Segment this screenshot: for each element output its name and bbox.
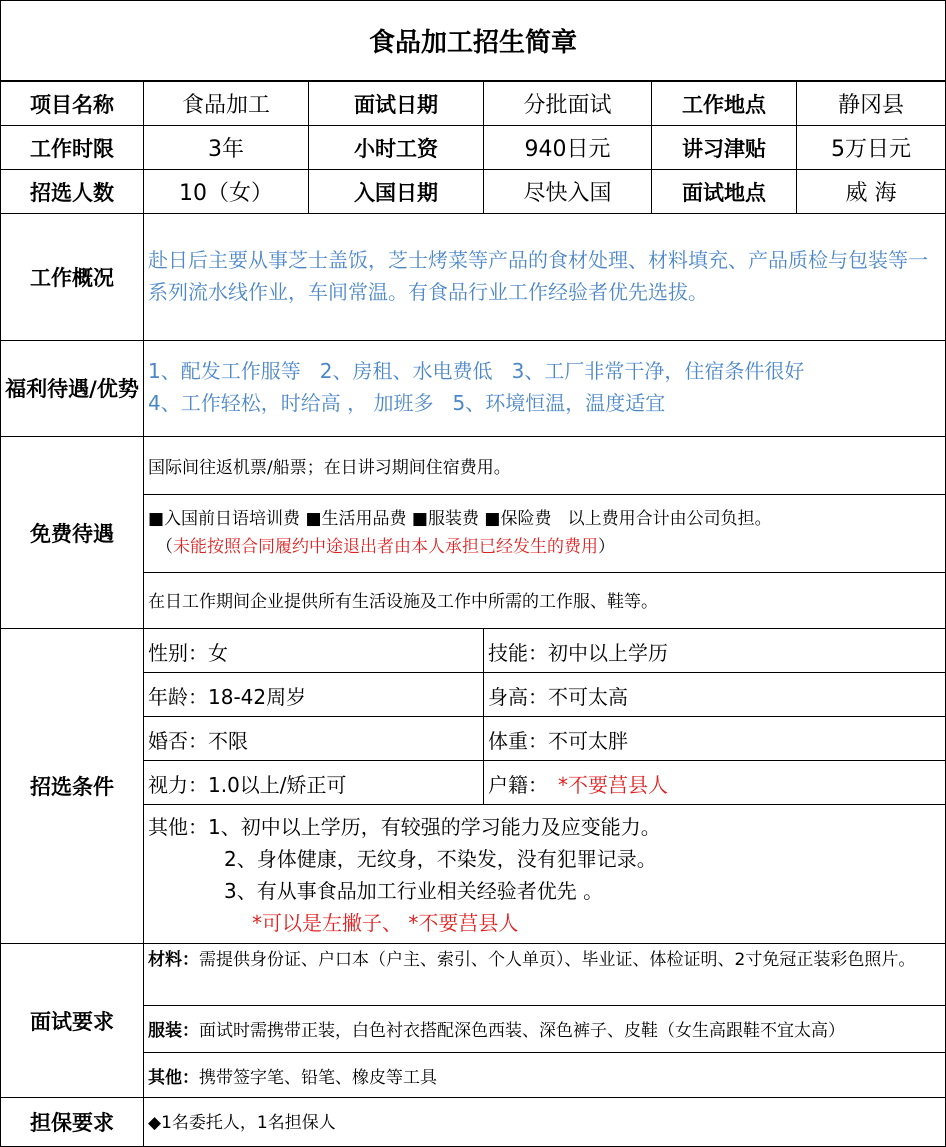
condition-hukou [484, 761, 946, 805]
work-location-label: 工作地点 [652, 82, 797, 126]
condition-other-line-4: *可以是左撇子、 *不要莒县人 [252, 911, 519, 935]
work-location-value: 静冈县 [797, 82, 946, 126]
free-row-1 [144, 437, 946, 495]
condition-gender-text: 性别：女 [148, 641, 228, 665]
condition-age [144, 673, 484, 717]
condition-hukou-value: *不要莒县人 [558, 773, 668, 797]
interview-location-value: 威 海 [797, 170, 946, 214]
condition-marital-text: 婚否：不限 [148, 729, 248, 753]
condition-weight [484, 717, 946, 761]
condition-skill [484, 629, 946, 673]
condition-vision-text: 视力：1.0以上/矫正可 [148, 773, 347, 797]
condition-hukou-label: 户籍： [488, 773, 548, 797]
interview-attire-text [148, 1016, 941, 1041]
interview-materials-text [148, 946, 941, 974]
interview-materials-value: 需提供身份证、户口本（户主、索引、个人单页）、毕业证、体检证明、2寸免冠正装彩色照片。 [199, 950, 916, 970]
page-title: 食品加工招生简章 [0, 0, 946, 82]
condition-gender [144, 629, 484, 673]
interview-other-text [148, 1063, 941, 1088]
condition-other-line-1: 其他：1、初中以上学历，有较强的学习能力及应变能力。 [148, 815, 661, 839]
condition-skill-text: 技能：初中以上学历 [488, 641, 668, 665]
training-allowance-value: 5万日元 [797, 126, 946, 170]
condition-other-line-2: 2、身体健康，无纹身，不染发，没有犯罪记录。 [224, 847, 657, 871]
project-name-label: 项目名称 [0, 82, 144, 126]
interview-label: 面试要求 [0, 944, 144, 1098]
note-paren-open: （ [156, 537, 173, 557]
overview-label: 工作概况 [0, 214, 144, 341]
benefits-cell [144, 341, 946, 437]
condition-height [484, 673, 946, 717]
interview-materials [144, 944, 946, 1006]
free-row-1-text: 国际间往返机票/船票；在日讲习期间住宿费用。 [148, 458, 511, 478]
interview-attire [144, 1006, 946, 1053]
training-allowance-label: 讲习津贴 [652, 126, 797, 170]
benefits-line-1: 1、配发工作服等 2、房租、水电费低 3、工厂非常干净，住宿条件很好 [148, 359, 805, 383]
condition-marital [144, 717, 484, 761]
interview-location-label: 面试地点 [652, 170, 797, 214]
guarantee-cell [144, 1098, 946, 1147]
condition-weight-text: 体重：不可太胖 [488, 729, 628, 753]
interview-other [144, 1053, 946, 1098]
overview-cell [144, 214, 946, 341]
project-name-value: 食品加工 [144, 82, 309, 126]
interview-attire-label: 服装： [148, 1021, 199, 1041]
condition-vision [144, 761, 484, 805]
condition-other-line-3: 3、有从事食品加工行业相关经验者优先 。 [224, 879, 604, 903]
interview-other-value: 携带签字笔、铅笔、橡皮等工具 [199, 1068, 437, 1088]
note-paren-close: ） [598, 537, 615, 557]
guarantee-text: ◆1名委托人，1名担保人 [148, 1113, 336, 1133]
free-row-2 [144, 495, 946, 573]
entry-date-label: 入国日期 [309, 170, 484, 214]
condition-other [144, 805, 946, 944]
conditions-label: 招选条件 [0, 629, 144, 944]
recruit-count-value: 10（女） [144, 170, 309, 214]
free-row-2-note [148, 533, 941, 561]
interview-other-label: 其他： [148, 1068, 199, 1088]
work-term-value: 3年 [144, 126, 309, 170]
interview-materials-label: 材料： [148, 950, 199, 970]
guarantee-label: 担保要求 [0, 1098, 144, 1147]
free-row-3-text: 在日工作期间企业提供所有生活设施及工作中所需的工作服、鞋等。 [148, 592, 658, 612]
benefits-line-2: 4、工作轻松，时给高 ， 加班多 5、环境恒温，温度适宜 [148, 391, 666, 415]
overview-text: 赴日后主要从事芝士盖饭，芝士烤菜等产品的食材处理、材料填充、产品质检与包装等一系列流水线作业，车间常温。有食品行业工作经验者优先选拔。 [148, 248, 928, 304]
entry-date-value: 尽快入国 [484, 170, 652, 214]
free-row-2-note-text: 未能按照合同履约中途退出者由本人承担已经发生的费用 [173, 537, 598, 557]
free-row-2-text: ■入国前日语培训费 ■生活用品费 ■服装费 ■保险费 以上费用合计由公司负担。 [148, 509, 772, 529]
free-row-3 [144, 573, 946, 629]
condition-age-text: 年龄：18-42周岁 [148, 685, 307, 709]
interview-date-label: 面试日期 [309, 82, 484, 126]
recruit-count-label: 招选人数 [0, 170, 144, 214]
interview-date-value: 分批面试 [484, 82, 652, 126]
condition-height-text: 身高：不可太高 [488, 685, 628, 709]
interview-attire-value: 面试时需携带正装，白色衬衣搭配深色西装、深色裤子、皮鞋（女生高跟鞋不宜太高） [199, 1021, 845, 1041]
hourly-wage-label: 小时工资 [309, 126, 484, 170]
benefits-label: 福利待遇/优势 [0, 341, 144, 437]
free-label: 免费待遇 [0, 437, 144, 629]
work-term-label: 工作时限 [0, 126, 144, 170]
hourly-wage-value: 940日元 [484, 126, 652, 170]
